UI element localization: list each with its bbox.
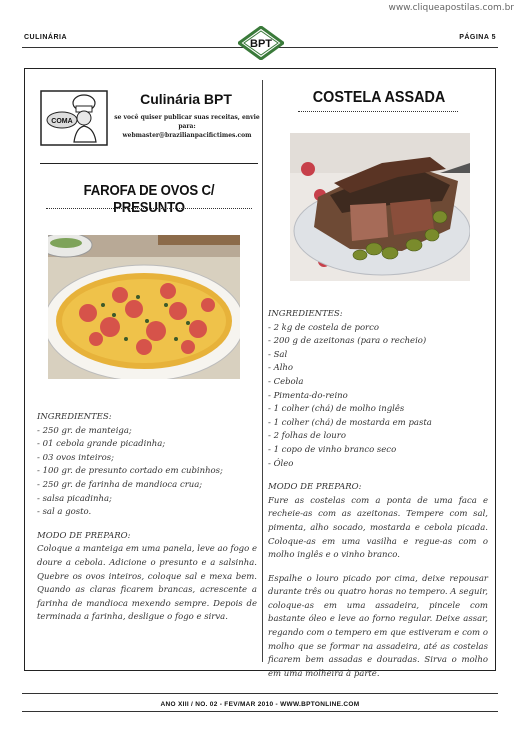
culinaria-title: Culinária BPT	[140, 91, 232, 107]
farofa-ingredient: - 01 cebola grande picadinha;	[37, 439, 166, 450]
footer-rule-top	[22, 693, 498, 694]
farofa-ingredient: - 250 gr. de farinha de mandioca crua;	[37, 479, 203, 490]
costela-photo	[290, 133, 470, 281]
column-divider	[262, 80, 263, 662]
farofa-title-underline	[46, 208, 252, 209]
costela-ingredient: - 2 kg de costela de porco	[268, 322, 379, 333]
costela-ingredient: - 1 copo de vinho branco seco	[268, 444, 397, 455]
costela-ingredient: - Alho	[268, 363, 294, 374]
footer-rule-bottom	[22, 711, 498, 712]
costela-ingredient: - Óleo	[268, 458, 294, 469]
submission-email: webmaster@brazilianpacifictimes.com	[122, 132, 252, 139]
costela-ingredient: - Sal	[268, 349, 288, 360]
culinaria-subtitle	[112, 113, 262, 140]
bpt-logo	[238, 26, 284, 60]
farofa-ingredient: - 100 gr. de presunto cortado em cubinhos;	[37, 466, 223, 477]
farofa-ingredient: - sal a gosto.	[37, 507, 92, 518]
farofa-ingredients-heading: INGREDIENTES:	[37, 412, 112, 422]
logo-text: BPT	[250, 38, 272, 50]
farofa-title: FAROFA DE OVOS C/ PRESUNTO	[83, 182, 215, 216]
chef-logo	[40, 90, 108, 146]
page-number: PÁGINA 5	[459, 34, 496, 41]
farofa-photo	[48, 235, 240, 379]
costela-method-paragraph-1: Fure as costelas com a ponta de uma faca e recheie-as com as azeitonas. Tempere com sal, pimenta, alho socado, mostarda e cebola picada. Coloque-as em uma vasilha e regue-as com o molho inglês e o vinho branco.	[268, 495, 488, 561]
farofa-method-text: Coloque a manteiga em uma panela, leve ao fogo e doure a cebola. Adicione o presunto e a salsinha. Quebre os ovos inteiros, coloque sal e mexa bem. Quando as claras ficarem brancas, acrescente a farinha de mandioca mexendo sempre. Depois de terminada a farinha, desligue o fogo e sirva.	[37, 544, 257, 623]
costela-ingredient: - 200 g de azeitonas (para o recheio)	[268, 336, 427, 347]
left-section-rule	[40, 163, 258, 164]
subtitle-line-1: se você quiser publicar suas receitas, envie para:	[114, 114, 260, 130]
costela-title: COSTELA ASSADA	[312, 89, 446, 106]
costela-ingredient: - 1 colher (chá) de mostarda em pasta	[268, 417, 432, 428]
watermark: www.cliqueapostilas.com.br	[388, 3, 514, 13]
footer-issue-info: ANO XIII / NO. 02 - FEV/MAR 2010 - WWW.BPTONLINE.COM	[160, 701, 360, 708]
chef-logo-text: COMA	[51, 118, 73, 125]
farofa-method-heading: MODO DE PREPARO:	[37, 530, 131, 541]
section-label: CULINÁRIA	[24, 34, 67, 41]
costela-method-heading: MODO DE PREPARO:	[268, 482, 362, 493]
costela-ingredients-heading: INGREDIENTES:	[268, 309, 343, 319]
costela-title-underline	[298, 111, 458, 112]
farofa-ingredient: - salsa picadinha;	[37, 493, 112, 504]
costela-ingredient: - Pimenta-do-reino	[268, 390, 348, 401]
costela-recipe-text	[268, 308, 488, 681]
costela-method-paragraph-2: Espalhe o louro picado por cima, deixe repousar durante três ou quatro horas no tempero. A seguir, coloque-as em uma assadeira, pincele com bastante óleo e leve ao forno regular. Deixe assar, regando com o tempero em que estiveram e com o molho que se formar na assadeira, até as costelas ficarem bem assadas e douradas. Sirva o molho em uma molheira à parte.	[268, 573, 489, 679]
farofa-recipe-text	[37, 411, 257, 625]
farofa-ingredient: - 03 ovos inteiros;	[37, 452, 114, 463]
costela-ingredient: - 1 colher (chá) de molho inglês	[268, 404, 405, 415]
farofa-ingredient: - 250 gr. de manteiga;	[37, 425, 132, 436]
costela-ingredient: - Cebola	[268, 376, 304, 387]
costela-ingredient: - 2 folhas de louro	[268, 431, 346, 442]
